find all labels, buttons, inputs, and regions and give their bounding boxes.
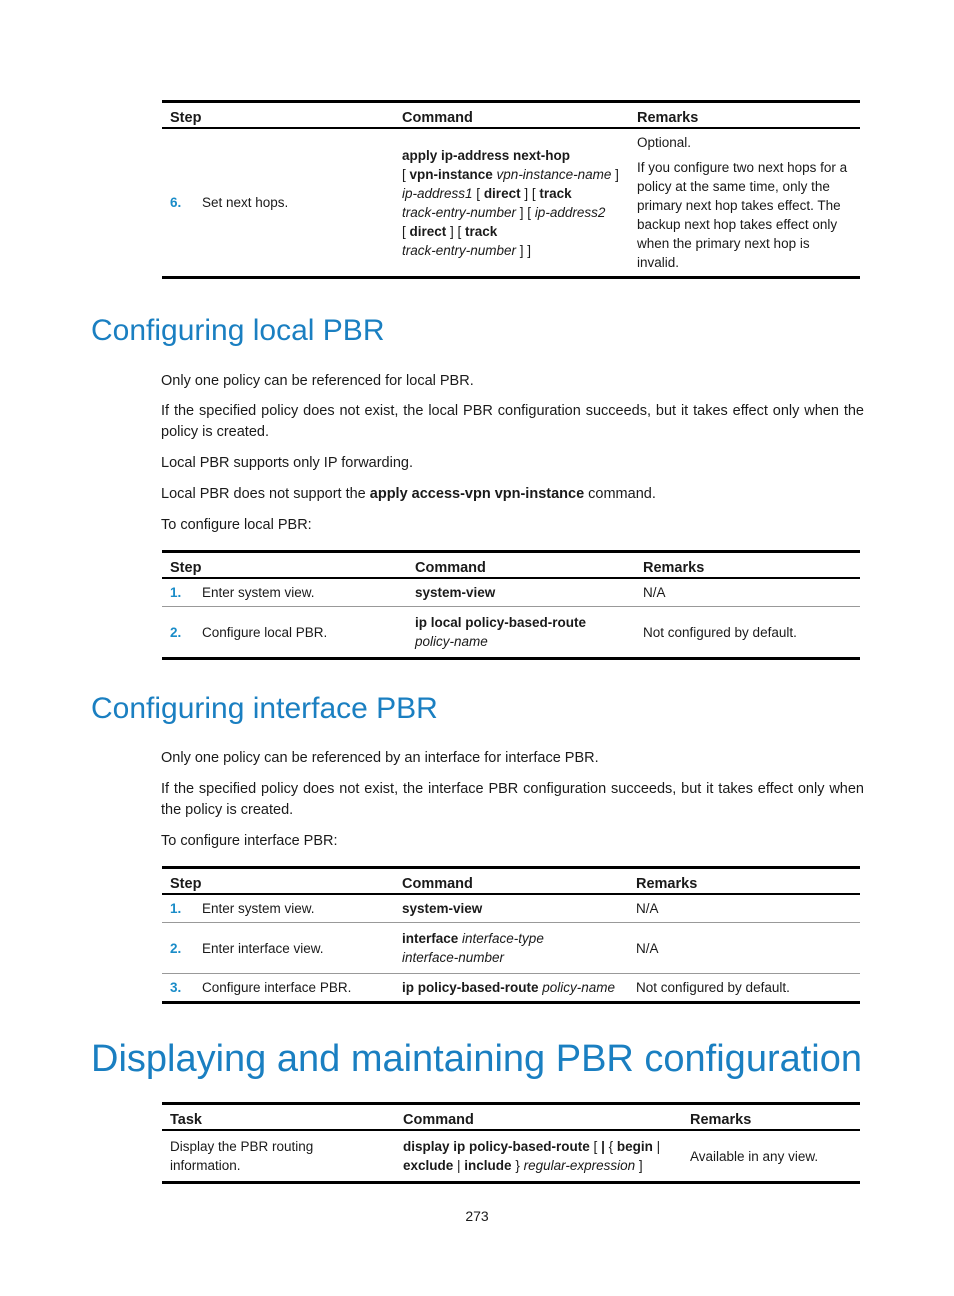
cmd-keyword: track [465, 223, 498, 239]
text: Local PBR does not support the [161, 486, 370, 502]
paragraph [161, 484, 864, 505]
step-text: Enter system view. [202, 585, 315, 600]
cmd-text: | [652, 1139, 661, 1154]
task-cell: Display the PBR routing information. [170, 1139, 314, 1173]
cmd-text: [ [472, 185, 484, 201]
paragraph: If the specified policy does not exist, the interface PBR configuration succeeds, but it takes effect only when the policy is created. [161, 781, 864, 818]
command-cell [407, 578, 635, 607]
command-cell [394, 923, 628, 974]
table-row [162, 894, 860, 923]
step-text: Configure interface PBR. [202, 980, 352, 995]
cmd-arg: interface-number [402, 950, 505, 965]
col-step: Step [162, 552, 407, 579]
remark-text: N/A [643, 585, 666, 600]
cmd-text: | [453, 1158, 465, 1173]
remark-text: If you configure two next hops for a policy at the same time, only the primary next hop takes effect. The backup next hop takes effect only when the primary next hop is invalid. [637, 160, 848, 270]
cmd-text: ] [ [446, 223, 466, 239]
paragraph: Local PBR supports only IP forwarding. [161, 455, 414, 471]
cmd-arg: policy-name [538, 980, 616, 995]
remarks-cell: Available in any view. [690, 1148, 819, 1164]
cmd-text: ] [611, 166, 619, 182]
cmd-keyword: interface [402, 931, 459, 946]
cmd-keyword: display ip policy-based-route [403, 1139, 590, 1154]
paragraph: If the specified policy does not exist, the local PBR configuration succeeds, but it takes effect only when the policy is created. [161, 403, 864, 440]
paragraph: To configure local PBR: [161, 517, 312, 533]
step-cell [162, 578, 407, 607]
remarks-cell [628, 923, 860, 974]
cmd-text: } [511, 1158, 524, 1173]
display-pbr-table [162, 1102, 860, 1184]
remark-text: Not configured by default. [636, 980, 790, 995]
page-number: 273 [465, 1208, 489, 1224]
step-text: Set next hops. [202, 195, 289, 210]
step-cell [162, 894, 394, 923]
step-text: Configure local PBR. [202, 624, 328, 640]
command-cell [394, 128, 629, 278]
cmd-arg: vpn-instance-name [492, 166, 612, 182]
cmd-keyword: apply ip-address next-hop [402, 147, 571, 163]
command-cell [394, 894, 628, 923]
remark-text: Optional. [637, 135, 692, 150]
remark-text: N/A [636, 940, 659, 956]
cmd-keyword: ip policy-based-route [402, 980, 539, 995]
step-number: 1. [170, 901, 182, 916]
cmd-arg: track-entry-number [402, 204, 517, 220]
step-text: Enter system view. [202, 901, 315, 916]
remarks-cell [629, 128, 860, 278]
step-number: 6. [170, 195, 182, 210]
cmd-text: ] [ [520, 185, 540, 201]
step-number: 2. [170, 940, 182, 956]
col-command: Command [394, 868, 628, 895]
step-number: 2. [170, 624, 182, 640]
cmd-keyword: include [464, 1158, 512, 1173]
section-title-local-pbr: Configuring local PBR [91, 314, 385, 347]
col-remarks: Remarks [635, 552, 860, 579]
step-cell [162, 923, 394, 974]
local-pbr-table [162, 550, 860, 660]
cmd-arg: ip-address1 [402, 185, 473, 201]
cmd-text: [ [402, 223, 410, 239]
command-cell [395, 1130, 682, 1183]
cmd-keyword: direct [409, 223, 447, 239]
cmd-text: { [604, 1139, 617, 1154]
paragraph: Only one policy can be referenced by an interface for interface PBR. [161, 750, 599, 766]
cmd-arg: ip-address2 [534, 204, 606, 220]
cmd-arg: policy-name [415, 634, 488, 649]
col-remarks: Remarks [628, 868, 860, 895]
col-step: Step [162, 102, 394, 129]
section-title-display-maintain: Displaying and maintaining PBR configuration [91, 1038, 863, 1080]
cmd-arg: interface-type [458, 931, 544, 946]
command-cell [407, 607, 635, 659]
cmd-text: [ [402, 166, 410, 182]
cmd-keyword: direct [483, 185, 521, 201]
col-step: Step [162, 868, 394, 895]
step-cell [162, 607, 407, 659]
cmd-keyword: vpn-instance [409, 166, 493, 182]
col-command: Command [407, 552, 635, 579]
cmd-text: [ [589, 1139, 602, 1154]
col-command: Command [394, 102, 629, 129]
next-hop-table [162, 100, 860, 279]
step-text: Enter interface view. [202, 940, 324, 956]
cmd-keyword: ip local policy-based-route [415, 615, 587, 630]
table-row [162, 578, 860, 607]
remarks-cell [635, 578, 860, 607]
command-cell [394, 974, 628, 1003]
cmd-keyword: | [601, 1139, 605, 1154]
remarks-cell [628, 894, 860, 923]
command-keyword: apply access-vpn vpn-instance [369, 486, 585, 502]
step-cell [162, 128, 394, 278]
col-remarks: Remarks [629, 102, 860, 129]
remark-text: Not configured by default. [643, 624, 797, 640]
cmd-keyword: system-view [402, 901, 483, 916]
step-number: 3. [170, 980, 182, 995]
text: command. [584, 486, 656, 502]
paragraph: Only one policy can be referenced for local PBR. [161, 373, 474, 389]
cmd-keyword: system-view [415, 585, 496, 600]
col-task: Task [162, 1104, 395, 1131]
remarks-cell [635, 607, 860, 659]
step-number: 1. [170, 585, 182, 600]
remarks-cell [628, 974, 860, 1003]
col-command: Command [395, 1104, 682, 1131]
table-row [162, 923, 860, 974]
col-remarks: Remarks [682, 1104, 860, 1131]
interface-pbr-table [162, 866, 860, 1004]
table-row [162, 128, 860, 278]
cmd-text: ] [635, 1158, 643, 1173]
cmd-keyword: begin [616, 1139, 653, 1154]
remark-text: N/A [636, 901, 659, 916]
table-row [162, 607, 860, 659]
cmd-text: ] [ [516, 204, 535, 220]
step-cell [162, 974, 394, 1003]
cmd-keyword: exclude [403, 1158, 454, 1173]
table-row [162, 1130, 860, 1183]
section-title-interface-pbr: Configuring interface PBR [91, 692, 438, 725]
cmd-keyword: track [539, 185, 572, 201]
cmd-arg: regular-expression [523, 1158, 636, 1173]
cmd-text: ] ] [516, 242, 532, 258]
cmd-arg: track-entry-number [402, 242, 517, 258]
table-row [162, 974, 860, 1003]
paragraph: To configure interface PBR: [161, 833, 338, 849]
